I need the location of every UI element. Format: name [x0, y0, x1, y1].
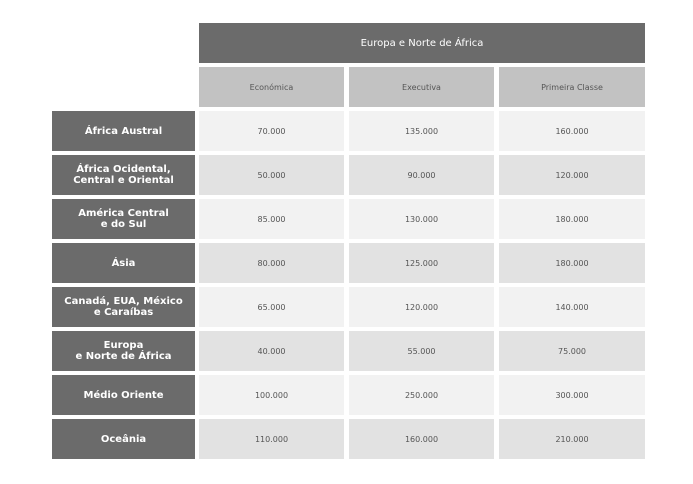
- table-cell: 40.000: [199, 331, 344, 371]
- table-cell: 120.000: [349, 287, 494, 327]
- row-header: África Ocidental, Central e Oriental: [52, 155, 195, 195]
- table-cell: 250.000: [349, 375, 494, 415]
- row-header: América Central e do Sul: [52, 199, 195, 239]
- table-cell: 135.000: [349, 111, 494, 151]
- table-cell: 180.000: [499, 199, 645, 239]
- table-cell: 75.000: [499, 331, 645, 371]
- table-cell: 85.000: [199, 199, 344, 239]
- table-cell: 125.000: [349, 243, 494, 283]
- table-cell: 160.000: [499, 111, 645, 151]
- row-header: Ásia: [52, 243, 195, 283]
- table-cell: 120.000: [499, 155, 645, 195]
- table-cell: 130.000: [349, 199, 494, 239]
- column-header-primeira-classe: Primeira Classe: [499, 67, 645, 107]
- pricing-table: [52, 23, 645, 459]
- row-header: Canadá, EUA, México e Caraíbas: [52, 287, 195, 327]
- table-cell: 65.000: [199, 287, 344, 327]
- table-cell: 50.000: [199, 155, 344, 195]
- table-cell: 160.000: [349, 419, 494, 459]
- row-header: Médio Oriente: [52, 375, 195, 415]
- table-cell: 80.000: [199, 243, 344, 283]
- table-cell: 140.000: [499, 287, 645, 327]
- table-cell: 90.000: [349, 155, 494, 195]
- table-cell: 300.000: [499, 375, 645, 415]
- table-cell: 110.000: [199, 419, 344, 459]
- table-title: Europa e Norte de África: [199, 23, 645, 63]
- row-header: Europa e Norte de África: [52, 331, 195, 371]
- table-cell: 100.000: [199, 375, 344, 415]
- table-cell: 180.000: [499, 243, 645, 283]
- table-cell: 55.000: [349, 331, 494, 371]
- row-header: África Austral: [52, 111, 195, 151]
- table-cell: 70.000: [199, 111, 344, 151]
- column-header-executiva: Executiva: [349, 67, 494, 107]
- column-header-economica: Económica: [199, 67, 344, 107]
- row-header: Oceânia: [52, 419, 195, 459]
- table-cell: 210.000: [499, 419, 645, 459]
